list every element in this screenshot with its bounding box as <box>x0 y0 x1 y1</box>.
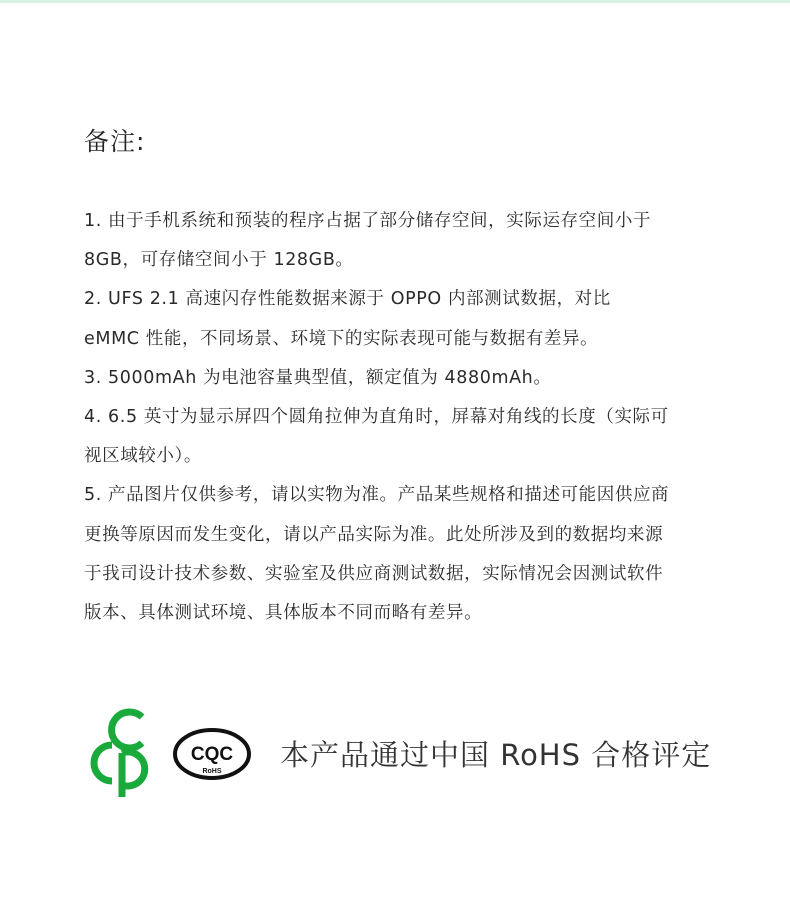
note-5 <box>84 476 724 633</box>
note-2-line-2: eMMC 性能，不同场景、环境下的实际表现可能与数据有差异。 <box>84 328 599 349</box>
note-1 <box>84 202 724 280</box>
note-3 <box>84 359 724 398</box>
note-1-line-1: 1. 由于手机系统和预装的程序占据了部分储存空间，实际运存空间小于 <box>84 211 652 231</box>
note-5-line-4: 版本、具体测试环境、具体版本不同而略有差异。 <box>84 603 483 624</box>
cqc-logo-text: CQC <box>190 744 234 765</box>
note-5-line-2: 更换等原因而发生变化，请以产品实际为准。此处所涉及到的数据均来源 <box>84 524 664 545</box>
rohs-statement: 本产品通过中国 RoHS 合格评定 <box>280 738 712 772</box>
cqc-logo <box>172 727 252 781</box>
note-2 <box>84 280 724 358</box>
notes-list <box>84 202 724 633</box>
note-3-line-1: 3. 5000mAh 为电池容量典型值，额定值为 4880mAh。 <box>84 367 552 388</box>
note-4 <box>84 398 724 476</box>
note-2-line-1: 2. UFS 2.1 高速闪存性能数据来源于 OPPO 内部测试数据，对比 <box>84 289 611 310</box>
top-divider <box>0 0 790 3</box>
note-5-line-1: 5. 产品图片仅供参考，请以实物为准。产品某些规格和描述可能因供应商 <box>84 485 670 506</box>
note-1-line-2: 8GB，可存储空间小于 128GB。 <box>84 250 354 271</box>
note-4-line-1: 4. 6.5 英寸为显示屏四个圆角拉伸为直角时，屏幕对角线的长度（实际可 <box>84 407 669 428</box>
cqc-logo-subtext: RoHS <box>202 768 222 775</box>
note-5-line-3: 于我司设计技术参数、实验室及供应商测试数据，实际情况会因测试软件 <box>84 563 664 584</box>
certification-row <box>84 705 724 805</box>
note-4-line-2: 视区域较小）。 <box>84 446 202 467</box>
page-title: 备注: <box>84 127 146 156</box>
ccc-logo <box>84 705 164 801</box>
